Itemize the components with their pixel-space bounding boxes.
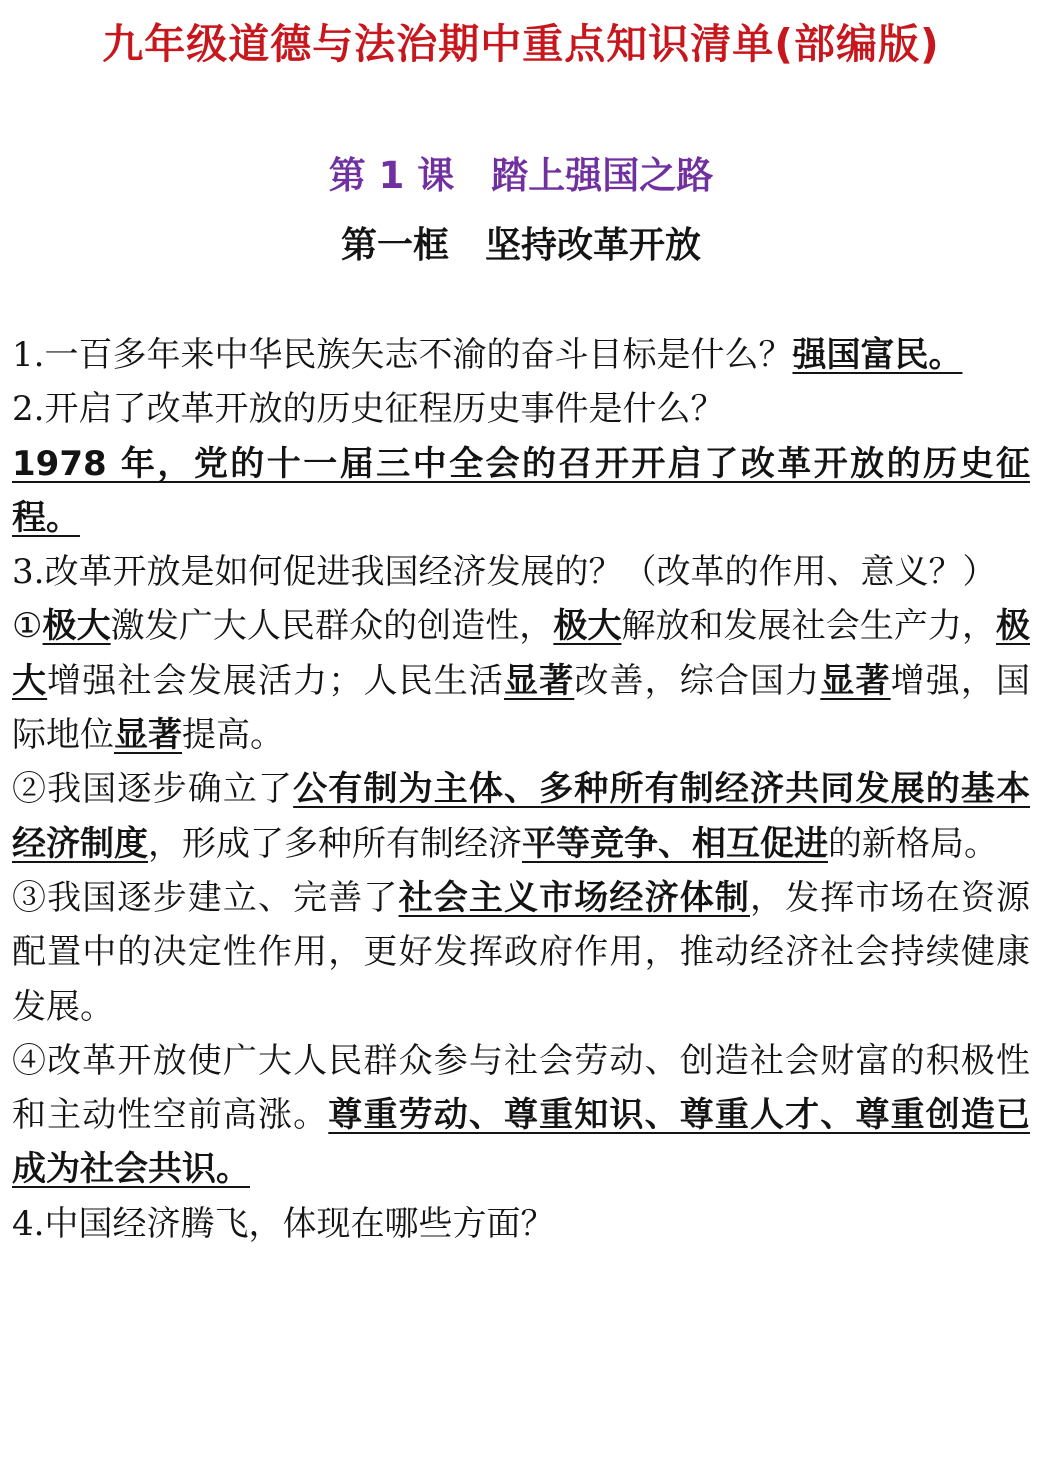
key-phrase: 公有制为主体、多种所有制经济共同发展的基本经济制度	[12, 769, 1031, 864]
text-run: 增强，国际地位	[12, 660, 1031, 756]
question-2: 2.开启了改革开放的历史征程历史事件是什么？	[12, 389, 725, 430]
text-run: 的新格局。	[828, 823, 998, 864]
question-4: 4.中国经济腾飞，体现在哪些方面？	[12, 1203, 555, 1244]
answer-3-point-4	[12, 1034, 1030, 1197]
key-phrase: 显著	[820, 660, 891, 701]
text-run: 改善，综合国力	[574, 660, 821, 701]
key-phrase: 极大	[553, 606, 622, 647]
key-phrase: 尊重劳动、尊重知识、尊重人才、尊重创造已成为社会共识。	[12, 1095, 1031, 1190]
text-run: 增强社会发展活力；人民生活	[47, 660, 505, 701]
text-run: ②我国逐步确立了	[12, 769, 294, 810]
document-title: 九年级道德与法治期中重点知识清单(部编版)	[102, 20, 940, 68]
key-phrase: 显著	[114, 715, 182, 756]
lesson-title: 第 1 课 踏上强国之路	[328, 154, 714, 197]
frame-title: 第一框 坚持改革开放	[340, 225, 701, 266]
answer-text: 强国富民。	[792, 335, 963, 375]
text-run: ①	[12, 606, 43, 647]
answer-3-point-2	[12, 762, 1030, 871]
key-phrase: 平等竞争、相互促进	[522, 823, 828, 864]
answer-3-point-3	[12, 871, 1030, 1034]
knowledge-list	[12, 328, 1030, 1251]
text-run: ，发挥市场在资源配置中的决定性作用，更好发挥政府作用，推动经济社会持续健康发展。	[12, 877, 1031, 1027]
answer-3-point-1	[12, 599, 1030, 762]
text-run: 提高。	[182, 715, 284, 756]
question-3: 3.改革开放是如何促进我国经济发展的？（改革的作用、意义？）	[12, 552, 997, 593]
text-run: 解放和发展社会生产力，	[621, 606, 997, 647]
text-run: 激发广大人民群众的创造性，	[110, 606, 554, 647]
text-run: ③我国逐步建立、完善了	[12, 877, 399, 918]
text-run: ④改革开放使广大人民群众参与社会劳动、创造社会财富的积极性和主动性空前高涨。	[12, 1040, 1030, 1136]
question-1	[12, 328, 1030, 382]
answer-text: 1978 年，党的十一届三中全会的召开开启了改革开放的历史征程。	[12, 443, 1030, 538]
key-phrase: 显著	[504, 660, 575, 701]
key-phrase: 极大	[12, 606, 1031, 701]
key-phrase: 社会主义市场经济体制	[398, 877, 751, 918]
answer-2	[12, 437, 1030, 546]
text-run: ，形成了多种所有制经济	[148, 823, 522, 864]
question-text: 1.一百多年来中华民族矢志不渝的奋斗目标是什么？	[12, 335, 793, 375]
key-phrase: 极大	[42, 606, 111, 647]
